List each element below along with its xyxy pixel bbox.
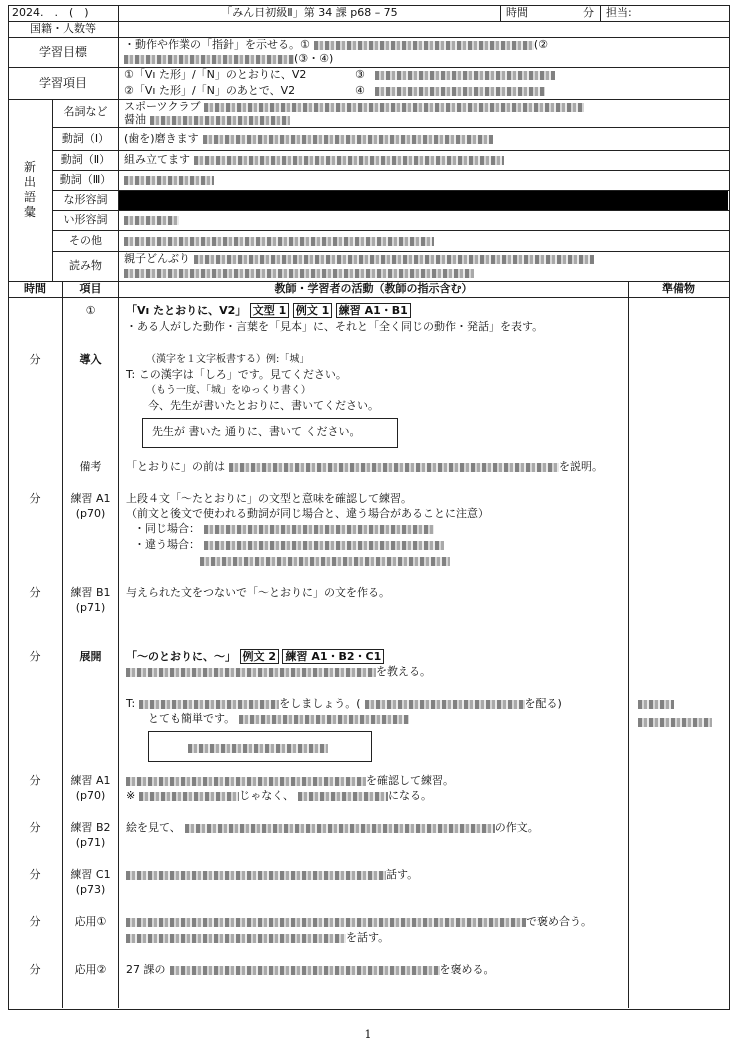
practice-b2-page: (p71) xyxy=(75,836,106,849)
items-line-2: ②「Vı た形」/「N」のあとで、V2 xyxy=(124,84,296,97)
col-item-header: 項目 xyxy=(79,282,102,295)
teacher-label: 担当: xyxy=(606,6,632,19)
intro-teacher-line-2: 今、先生が書いたとおりに、書いてください。 xyxy=(148,399,379,412)
vocab-label-reading: 読み物 xyxy=(69,259,102,272)
vocab-label-verb-1: 動詞（Ⅰ） xyxy=(61,132,110,145)
development-line-2: を教える。 xyxy=(126,665,431,679)
application-1-label: 応用① xyxy=(74,915,107,928)
example-sentence: 先生が 書いた 通りに、書いて ください。 xyxy=(152,425,361,438)
practice-a1-diff: ・違う場合： xyxy=(134,538,444,552)
practice-b1-label: 練習 B1 xyxy=(70,586,111,599)
vocab-label-other: その他 xyxy=(69,234,102,247)
nationality-label: 国籍・人数等 xyxy=(30,22,96,35)
practice-a1-same: ・同じ場合： xyxy=(134,522,434,536)
items-line-1: ①「Vı た形」/「N」のとおりに、V2 xyxy=(124,68,307,81)
time-minutes: 分 xyxy=(29,915,41,928)
vocab-verb-1-text: (歯を)磨きます xyxy=(124,132,493,146)
vocab-group-label: 新出語彙 xyxy=(23,160,36,219)
lesson-title: 「みん日初級Ⅱ」第 34 課 p68 – 75 xyxy=(221,6,398,19)
items-label: 学習項目 xyxy=(38,76,87,90)
practice-c1-label: 練習 C1 xyxy=(70,868,111,881)
time-minutes: 分 xyxy=(29,353,41,366)
practice-c1-page: (p73) xyxy=(75,883,106,896)
vocab-reading-line-2 xyxy=(124,266,474,280)
section-1-title: 「Vı たとおりに、V2」 文型 1 例文 1 練習 A1・B1 xyxy=(126,304,411,318)
application-2-text: 27 課の を褒める。 xyxy=(126,963,495,976)
vocab-nouns-line-1: スポーツクラブ xyxy=(124,100,584,114)
intro-teacher-line-1: T: この漢字は「しろ」です。見てください。 xyxy=(126,368,347,381)
practice-b1-text: 与えられた文をつないで「～とおりに」の文を作る。 xyxy=(126,586,390,599)
development-title: 「～のとおりに、～」 例文 2 練習 A1・B2・C1 xyxy=(126,650,384,664)
development-teacher-line-2: とても簡単です。 xyxy=(148,712,409,726)
practice-b1-page: (p71) xyxy=(75,601,106,614)
time-label: 時間 xyxy=(506,6,528,19)
practice-a1b-text: を確認して練習。 xyxy=(126,774,454,788)
vocab-label-i-adj: い形容詞 xyxy=(63,213,108,226)
practice-a1b-note: ※ じゃなく、 になる。 xyxy=(126,789,432,802)
development-example-text xyxy=(188,741,328,754)
minutes-label: 分 xyxy=(583,6,594,19)
time-minutes: 分 xyxy=(29,492,41,505)
vocab-label-verb-3: 動詞（Ⅲ） xyxy=(59,173,112,186)
time-minutes: 分 xyxy=(29,650,41,663)
development-teacher-line-1: T: をしましょう。( を配る) xyxy=(126,697,562,710)
page-number: 1 xyxy=(364,1028,372,1041)
col-time-header: 時間 xyxy=(24,282,46,295)
vocab-other-text xyxy=(124,234,434,248)
col-prep-header: 準備物 xyxy=(662,282,695,295)
remark-label: 備考 xyxy=(79,460,102,473)
vocab-verb-3-text xyxy=(124,173,214,187)
intro-note-1: （漢字を１文字板書する）例:「城」 xyxy=(146,354,310,365)
practice-a1b-label: 練習 A1 xyxy=(70,774,111,787)
items-line-1b: ③ xyxy=(355,68,555,82)
vocab-nouns-line-2: 醤油 xyxy=(124,113,290,127)
time-minutes: 分 xyxy=(29,821,41,834)
lesson-date: 2024. . ( ) xyxy=(12,6,89,19)
intro-label: 導入 xyxy=(79,353,102,366)
practice-a1-text-2: （前文と後文で使われる動詞が同じ場合と、違う場合があることに注意） xyxy=(126,507,489,520)
vocab-reading-line-1: 親子どんぶり xyxy=(124,252,594,266)
time-minutes: 分 xyxy=(29,963,41,976)
application-2-label: 応用② xyxy=(74,963,107,976)
section-1-number: ① xyxy=(85,304,96,317)
vocab-label-nouns: 名詞など xyxy=(63,105,108,118)
application-1-text-2: を話す。 xyxy=(126,931,389,945)
vocab-verb-2-text: 組み立てます xyxy=(124,153,504,167)
practice-c1-text: 話す。 xyxy=(126,868,418,882)
development-label: 展開 xyxy=(79,650,102,663)
time-minutes: 分 xyxy=(29,586,41,599)
application-1-text-1: で褒め合う。 xyxy=(126,915,592,929)
goals-line-2: (③・④) xyxy=(124,52,333,66)
practice-a1b-page: (p70) xyxy=(75,789,106,802)
remark-text: 「とおりに」の前は を説明。 xyxy=(126,460,603,473)
items-line-2b: ④ xyxy=(355,84,545,98)
col-activity-header: 教師・学習者の活動（教師の指示含む） xyxy=(274,282,473,295)
intro-note-2: （もう一度、「城」をゆっくり書く） xyxy=(146,385,311,396)
goals-line-1: ・動作や作業の「指針」を示せる。① (② xyxy=(124,38,549,51)
time-minutes: 分 xyxy=(29,868,41,881)
time-minutes: 分 xyxy=(29,774,41,787)
vocab-label-verb-2: 動詞（Ⅱ） xyxy=(60,153,111,166)
vocab-label-na-adj: な形容詞 xyxy=(63,193,108,206)
goals-label: 学習目標 xyxy=(38,45,87,59)
redaction-bar xyxy=(119,191,728,210)
practice-a1-page: (p70) xyxy=(75,507,106,520)
vocab-i-adj-text xyxy=(124,213,179,227)
section-1-description: ・ある人がした動作・言葉を「見本」に、それと「全く同じの動作・発話」を表す。 xyxy=(126,320,544,333)
practice-b2-label: 練習 B2 xyxy=(70,821,111,834)
practice-a1-text-1: 上段４文「～たとおりに」の文型と意味を確認して練習。 xyxy=(126,492,412,505)
practice-b2-text: 絵を見て、 の作文。 xyxy=(126,821,539,834)
practice-a1-label: 練習 A1 xyxy=(70,492,111,505)
practice-a1-diff-2 xyxy=(200,554,450,568)
prep-materials xyxy=(638,697,712,728)
